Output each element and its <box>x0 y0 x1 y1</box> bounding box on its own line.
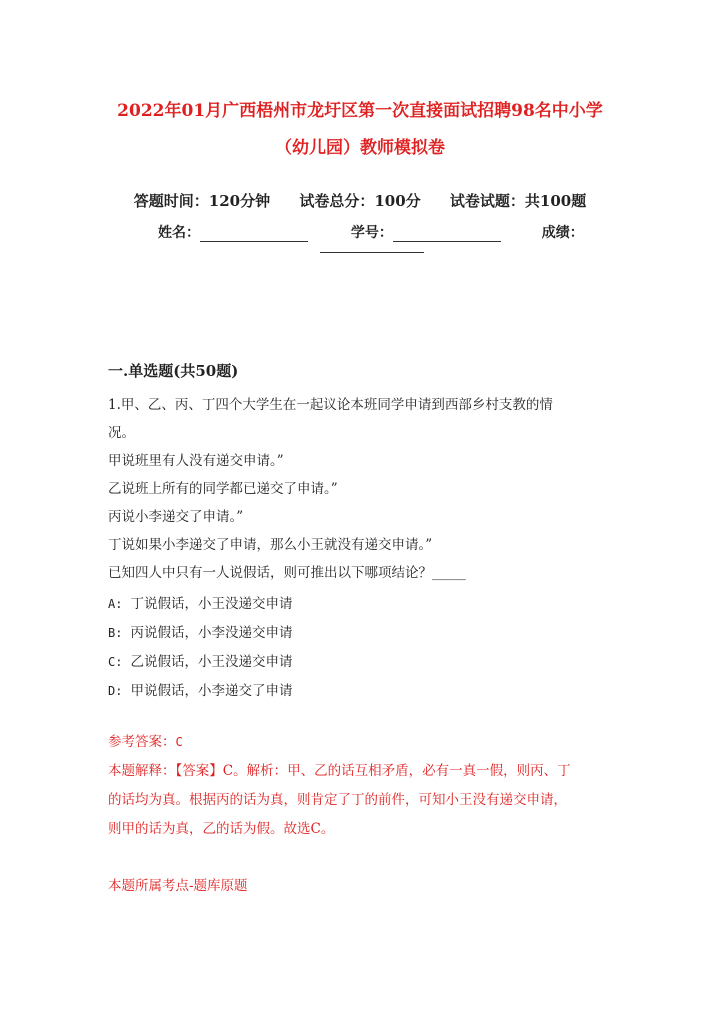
explanation-line: 的话均为真。根据丙的话为真，则肯定了丁的前件，可知小王没有递交申请， <box>108 792 567 808</box>
id-label: 学号： <box>350 225 393 241</box>
question-source: 本题所属考点-题库原题 <box>108 878 248 894</box>
statement: 甲说班里有人没有递交申请。” <box>108 453 284 469</box>
question-prompt: 已知四人中只有一人说假话，则可推出以下哪项结论？_____ <box>108 565 466 581</box>
option-text: 乙说假话，小王没递交申请 <box>130 654 293 670</box>
exam-meta <box>0 190 720 211</box>
name-label: 姓名： <box>158 225 200 241</box>
score-blank[interactable] <box>320 252 424 253</box>
option-d[interactable] <box>108 677 292 706</box>
option-b[interactable] <box>108 619 292 648</box>
id-blank[interactable] <box>393 227 501 242</box>
statement: 丁说如果小李递交了申请，那么小王就没有递交申请。” <box>108 537 433 553</box>
exam-title-line1: 2022年01月广西梧州市龙圩区第一次直接面试招聘98名中小学 <box>117 101 603 121</box>
question-1 <box>108 391 608 587</box>
exam-question-count: 试卷试题：共100题 <box>449 192 587 210</box>
option-key: D: <box>108 684 123 698</box>
score-label: 成绩： <box>541 225 584 241</box>
question-stem-line2: 况。 <box>108 425 135 441</box>
option-a[interactable] <box>108 590 292 619</box>
option-c[interactable] <box>108 648 292 677</box>
option-key: C: <box>108 655 123 669</box>
name-blank[interactable] <box>200 227 308 242</box>
exam-time: 答题时间：120分钟 <box>133 192 271 210</box>
reference-answer <box>108 730 183 750</box>
option-text: 丁说假话，小王没递交申请 <box>130 596 293 612</box>
answer-label: 参考答案： <box>108 734 176 750</box>
student-fields <box>158 222 584 242</box>
statement: 乙说班上所有的同学都已递交了申请。” <box>108 481 338 497</box>
question-stem-line1: 1.甲、乙、丙、丁四个大学生在一起议论本班同学申请到西部乡村支教的情 <box>108 397 553 413</box>
option-text: 甲说假话，小李递交了申请 <box>130 683 293 699</box>
option-key: B: <box>108 626 123 640</box>
section-heading: 一.单选题(共50题) <box>108 362 239 380</box>
answer-value: C <box>175 735 183 749</box>
statement: 丙说小李递交了申请。” <box>108 509 244 525</box>
exam-total-score: 试卷总分：100分 <box>299 192 421 210</box>
answer-explanation <box>108 757 608 844</box>
explanation-line: 则甲的话为真，乙的话为假。故选C。 <box>108 821 335 837</box>
exam-title-line2: （幼儿园）教师模拟卷 <box>275 138 445 158</box>
answer-options <box>108 590 292 706</box>
option-key: A: <box>108 597 123 611</box>
option-text: 丙说假话，小李没递交申请 <box>130 625 293 641</box>
explanation-line: 本题解释：【答案】C。解析：甲、乙的话互相矛盾，必有一真一假，则丙、丁 <box>108 763 571 779</box>
